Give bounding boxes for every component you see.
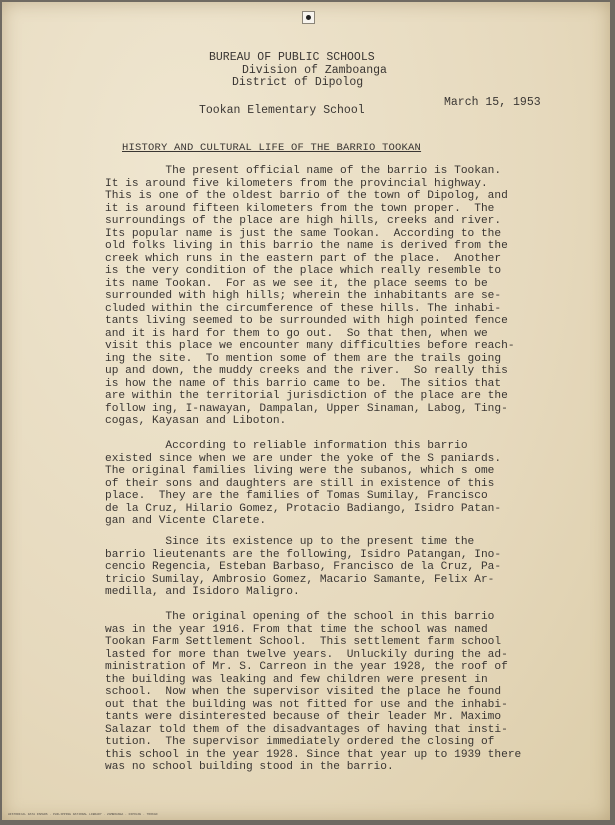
paragraph [105, 536, 560, 599]
text-line: surroundings of the place are high hills, creeks and river. [105, 215, 502, 227]
text-line: is the very condition of the place which really resemble to [105, 265, 502, 277]
paragraph [105, 440, 560, 528]
text-line: de la Cruz, Hilario Gomez, Protacio Badiango, Isidro Patan- [105, 502, 502, 515]
paragraph [105, 611, 560, 774]
text-line: Its popular name is just the same Tookan. According to the [105, 227, 502, 240]
text-line: Salazar told them of the disadvantages of having that insti- [105, 723, 508, 736]
text-line: surrounded with high hills; wherein the inhabitants are se- [105, 290, 502, 302]
scan-marker-icon [302, 11, 315, 24]
text-line: of their sons and daughters are still in existence of this [105, 477, 495, 490]
document-date: March 15, 1953 [444, 96, 541, 109]
letterhead [197, 52, 427, 90]
text-line: is how the name of this barrio came to be. The sitios that [105, 377, 502, 390]
scan-marker-dot [306, 15, 311, 20]
text-line: medilla, and Isidoro Maligro. [105, 586, 300, 598]
text-line: It is around five kilometers from the provincial highway. [105, 177, 488, 190]
text-line: This is one of the oldest barrio of the town of Dipolog, and [105, 190, 508, 202]
text-line: tution. The supervisor immediately ordered the closing of [105, 736, 495, 748]
text-line: and it is hard for them to go out. So that then, when we [105, 327, 488, 340]
text-line: this school in the year 1928. Since that year up to 1939 there [105, 748, 522, 761]
letterhead-line: Division of Zamboanga [242, 63, 387, 77]
text-line: ministration of Mr. S. Carreon in the year 1928, the roof of [105, 661, 508, 673]
letterhead-line: District of Dipolog [232, 76, 364, 89]
text-line: creek which runs in the eastern part of the place. Another [105, 252, 502, 265]
text-line: it is around fifteen kilometers from the town proper. The [105, 202, 495, 215]
text-line: cencio Regencia, Esteban Barbaso, Francisco de la Cruz, Pa- [105, 561, 502, 573]
document-title: HISTORY AND CULTURAL LIFE OF THE BARRIO TOOKAN [122, 142, 422, 154]
text-line: ing the site. To mention some of them are the trails going [105, 352, 502, 365]
text-line: gan and Vicente Clarete. [105, 515, 267, 527]
text-line: place. They are the families of Tomas Sumilay, Francisco [105, 490, 488, 502]
text-line: are within the territorial jurisdiction of the place are the [105, 390, 508, 402]
text-line: up and down, the muddy creeks and the river. So really this [105, 365, 508, 377]
text-line: tants were disinterested because of their leader Mr. Maximo [105, 711, 502, 723]
document-page [2, 2, 610, 820]
text-line: According to reliable information this barrio [105, 440, 468, 452]
text-line: tricio Sumilay, Ambrosio Gomez, Macario Samante, Felix Ar- [105, 573, 495, 586]
text-line: cluded within the circumference of these hills. The inhabi- [105, 302, 502, 315]
text-line: The original opening of the school in this barrio [105, 611, 495, 623]
text-line: cogas, Kayasan and Liboton. [105, 415, 287, 427]
text-line: existed since when we are under the yoke of the S paniards. [105, 452, 502, 465]
scan-footer-text: HISTORICAL DATA PAPERS . PHILIPPINE NATIONAL LIBRARY . ZAMBOANGA . DIPOLOG . TOOKAN [8, 813, 158, 816]
text-line: visit this place we encounter many difficulties before reach- [105, 340, 515, 352]
text-line: tants living seemed to be surrounded with high pointed fence [105, 315, 508, 327]
text-line: barrio lieutenants are the following, Isidro Patangan, Ino- [105, 548, 502, 561]
school-name: Tookan Elementary School [199, 104, 365, 117]
text-line: was no school building stood in the barrio. [105, 761, 394, 773]
text-line: Tookan Farm Settlement School. This settlement farm school [105, 636, 502, 648]
text-line: lasted for more than twelve years. Unluckily during the ad- [105, 648, 508, 661]
letterhead-line: BUREAU OF PUBLIC SCHOOLS [209, 51, 375, 64]
text-line: The original families living were the subanos, which s ome [105, 465, 495, 477]
paragraph [105, 165, 560, 428]
text-line: its name Tookan. For as we see it, the place seems to be [105, 277, 488, 290]
text-line: old folks living in this barrio the name is derived from the [105, 240, 508, 252]
text-line: The present official name of the barrio is Tookan. [105, 165, 502, 177]
text-line: follow ing, I-nawayan, Dampalan, Upper Sinaman, Labog, Ting- [105, 402, 508, 415]
text-line: the building was leaking and few children were present in [105, 673, 488, 686]
text-line: was in the year 1916. From that time the school was named [105, 623, 488, 636]
text-line: out that the building was not fitted for use and the inhabi- [105, 698, 508, 711]
text-line: school. Now when the supervisor visited the place he found [105, 686, 502, 698]
text-line: Since its existence up to the present time the [105, 536, 475, 548]
